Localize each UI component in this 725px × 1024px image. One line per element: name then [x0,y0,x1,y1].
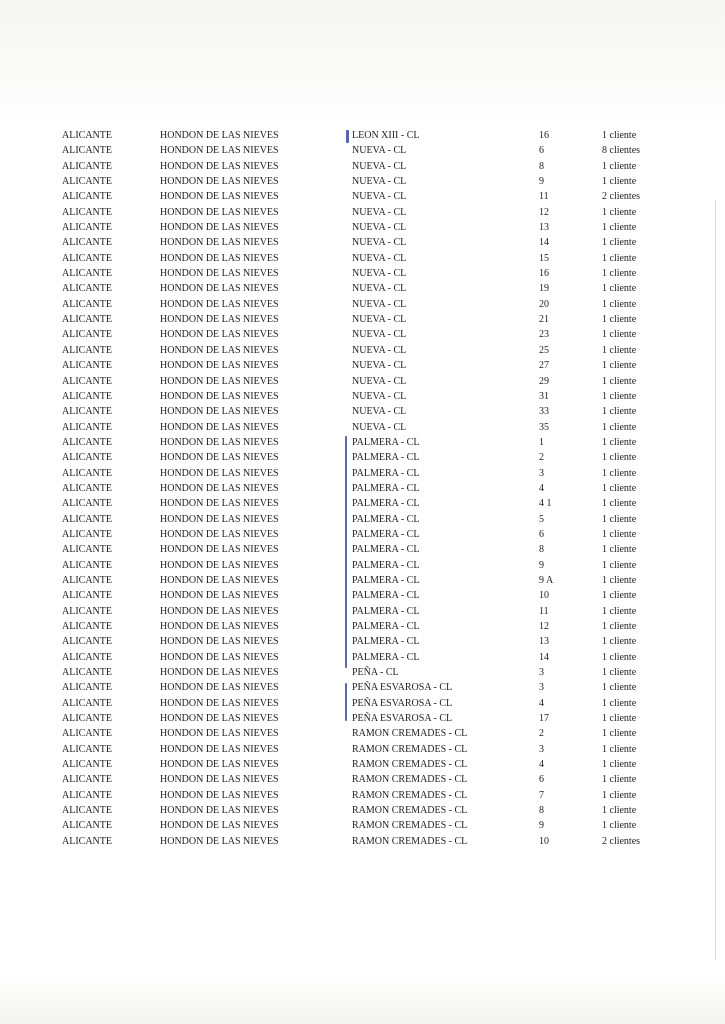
town-cell: HONDON DE LAS NIEVES [160,467,279,479]
town-cell: HONDON DE LAS NIEVES [160,314,279,326]
table-row [0,281,725,296]
table-row [0,174,725,189]
street-cell: NUEVA - CL [352,145,407,157]
number-cell: 4 [539,482,544,494]
pen-mark-top [346,130,349,143]
town-cell: HONDON DE LAS NIEVES [160,835,279,847]
number-cell: 9 A [539,574,554,586]
street-cell: NUEVA - CL [352,298,407,310]
town-cell: HONDON DE LAS NIEVES [160,252,279,264]
town-cell: HONDON DE LAS NIEVES [160,406,279,418]
street-cell: NUEVA - CL [352,329,407,341]
town-cell: HONDON DE LAS NIEVES [160,344,279,356]
clients-cell: 1 cliente [602,544,637,556]
table-row [0,404,725,419]
province-cell: ALICANTE [62,298,112,310]
table-row [0,481,725,496]
number-cell: 12 [539,206,549,218]
street-cell: RAMON CREMADES - CL [352,805,468,817]
clients-cell: 1 cliente [602,283,637,295]
province-cell: ALICANTE [62,390,112,402]
town-cell: HONDON DE LAS NIEVES [160,145,279,157]
table-row [0,251,725,266]
clients-cell: 1 cliente [602,314,637,326]
town-cell: HONDON DE LAS NIEVES [160,697,279,709]
street-cell: NUEVA - CL [352,206,407,218]
number-cell: 9 [539,820,544,832]
street-cell: PEÑA ESVAROSA - CL [352,697,453,709]
province-cell: ALICANTE [62,544,112,556]
clients-cell: 1 cliente [602,298,637,310]
table-row [0,788,725,803]
number-cell: 4 1 [539,498,552,510]
street-cell: NUEVA - CL [352,390,407,402]
number-cell: 7 [539,789,544,801]
province-cell: ALICANTE [62,667,112,679]
street-cell: NUEVA - CL [352,360,407,372]
town-cell: HONDON DE LAS NIEVES [160,513,279,525]
table-row [0,266,725,281]
town-cell: HONDON DE LAS NIEVES [160,759,279,771]
table-row [0,527,725,542]
province-cell: ALICANTE [62,145,112,157]
pen-mark-palmera [345,436,347,668]
town-cell: HONDON DE LAS NIEVES [160,559,279,571]
street-cell: PALMERA - CL [352,528,420,540]
street-cell: LEON XIII - CL [352,130,420,141]
street-cell: PALMERA - CL [352,590,420,602]
province-cell: ALICANTE [62,590,112,602]
street-cell: PALMERA - CL [352,621,420,632]
clients-cell: 1 cliente [602,728,637,740]
number-cell: 13 [539,222,549,234]
province-cell: ALICANTE [62,130,112,141]
province-cell: ALICANTE [62,160,112,172]
table-row [0,235,725,250]
street-cell: NUEVA - CL [352,283,407,295]
table-row [0,818,725,833]
number-cell: 8 [539,160,544,172]
number-cell: 35 [539,421,549,433]
street-cell: NUEVA - CL [352,344,407,356]
clients-cell: 1 cliente [602,774,637,786]
number-cell: 1 [539,436,544,448]
province-cell: ALICANTE [62,252,112,264]
clients-cell: 1 cliente [602,636,637,648]
clients-cell: 1 cliente [602,344,637,356]
number-cell: 11 [539,191,549,203]
province-cell: ALICANTE [62,283,112,295]
clients-cell: 2 clientes [602,191,641,203]
number-cell: 14 [539,651,549,663]
number-cell: 10 [539,835,549,847]
town-cell: HONDON DE LAS NIEVES [160,789,279,801]
town-cell: HONDON DE LAS NIEVES [160,329,279,341]
town-cell: HONDON DE LAS NIEVES [160,590,279,602]
number-cell: 4 [539,759,544,771]
table-row [0,343,725,358]
table-row [0,726,725,741]
clients-cell: 1 cliente [602,452,637,464]
street-cell: PALMERA - CL [352,559,420,571]
town-cell: HONDON DE LAS NIEVES [160,820,279,832]
province-cell: ALICANTE [62,574,112,586]
number-cell: 27 [539,360,549,372]
street-cell: NUEVA - CL [352,375,407,387]
province-cell: ALICANTE [62,728,112,740]
clients-cell: 1 cliente [602,820,637,832]
province-cell: ALICANTE [62,329,112,341]
clients-cell: 1 cliente [602,713,637,725]
table-row [0,327,725,342]
table-row [0,742,725,757]
clients-cell: 1 cliente [602,482,637,494]
number-cell: 13 [539,636,549,648]
town-cell: HONDON DE LAS NIEVES [160,774,279,786]
town-cell: HONDON DE LAS NIEVES [160,360,279,372]
clients-cell: 1 cliente [602,528,637,540]
street-cell: PALMERA - CL [352,513,420,525]
clients-cell: 1 cliente [602,375,637,387]
province-cell: ALICANTE [62,421,112,433]
number-cell: 21 [539,314,549,326]
province-cell: ALICANTE [62,467,112,479]
clients-cell: 1 cliente [602,667,637,679]
table-row [0,542,725,557]
number-cell: 16 [539,130,549,141]
town-cell: HONDON DE LAS NIEVES [160,191,279,203]
province-cell: ALICANTE [62,789,112,801]
province-cell: ALICANTE [62,743,112,755]
street-cell: RAMON CREMADES - CL [352,835,468,847]
street-cell: NUEVA - CL [352,421,407,433]
table-row [0,435,725,450]
town-cell: HONDON DE LAS NIEVES [160,206,279,218]
number-cell: 2 [539,728,544,740]
number-cell: 14 [539,237,549,249]
town-cell: HONDON DE LAS NIEVES [160,436,279,448]
address-table [0,128,725,849]
number-cell: 20 [539,298,549,310]
table-row [0,650,725,665]
clients-cell: 1 cliente [602,130,637,141]
clients-cell: 1 cliente [602,605,637,617]
table-row [0,159,725,174]
town-cell: HONDON DE LAS NIEVES [160,713,279,725]
province-cell: ALICANTE [62,206,112,218]
clients-cell: 1 cliente [602,206,637,218]
number-cell: 11 [539,605,549,617]
province-cell: ALICANTE [62,651,112,663]
clients-cell: 1 cliente [602,360,637,372]
table-row [0,696,725,711]
number-cell: 5 [539,513,544,525]
clients-cell: 1 cliente [602,222,637,234]
town-cell: HONDON DE LAS NIEVES [160,222,279,234]
clients-cell: 1 cliente [602,268,637,280]
street-cell: PALMERA - CL [352,452,420,464]
province-cell: ALICANTE [62,436,112,448]
clients-cell: 1 cliente [602,697,637,709]
number-cell: 29 [539,375,549,387]
street-cell: PALMERA - CL [352,574,420,586]
number-cell: 16 [539,268,549,280]
number-cell: 3 [539,743,544,755]
clients-cell: 1 cliente [602,590,637,602]
street-cell: PALMERA - CL [352,636,420,648]
town-cell: HONDON DE LAS NIEVES [160,605,279,617]
town-cell: HONDON DE LAS NIEVES [160,375,279,387]
town-cell: HONDON DE LAS NIEVES [160,160,279,172]
street-cell: PEÑA ESVAROSA - CL [352,682,453,694]
table-row [0,604,725,619]
table-row [0,143,725,158]
table-row [0,128,725,143]
clients-cell: 1 cliente [602,651,637,663]
town-cell: HONDON DE LAS NIEVES [160,498,279,510]
pen-mark-pena [345,683,347,721]
table-row [0,665,725,680]
clients-cell: 1 cliente [602,467,637,479]
clients-cell: 1 cliente [602,789,637,801]
street-cell: NUEVA - CL [352,191,407,203]
table-row [0,297,725,312]
number-cell: 3 [539,682,544,694]
clients-cell: 1 cliente [602,682,637,694]
table-row [0,205,725,220]
table-row [0,189,725,204]
scan-bottom-shadow [0,975,725,1024]
street-cell: PEÑA ESVAROSA - CL [352,713,453,725]
street-cell: PALMERA - CL [352,544,420,556]
table-row [0,558,725,573]
town-cell: HONDON DE LAS NIEVES [160,805,279,817]
province-cell: ALICANTE [62,774,112,786]
table-row [0,573,725,588]
street-cell: RAMON CREMADES - CL [352,774,468,786]
province-cell: ALICANTE [62,482,112,494]
street-cell: RAMON CREMADES - CL [352,743,468,755]
number-cell: 6 [539,145,544,157]
clients-cell: 1 cliente [602,559,637,571]
table-row [0,220,725,235]
clients-cell: 1 cliente [602,160,637,172]
table-row [0,420,725,435]
number-cell: 12 [539,621,549,632]
table-row [0,374,725,389]
clients-cell: 1 cliente [602,498,637,510]
number-cell: 19 [539,283,549,295]
province-cell: ALICANTE [62,636,112,648]
town-cell: HONDON DE LAS NIEVES [160,421,279,433]
number-cell: 17 [539,713,549,725]
table-row [0,496,725,511]
province-cell: ALICANTE [62,452,112,464]
street-cell: PALMERA - CL [352,605,420,617]
number-cell: 9 [539,559,544,571]
province-cell: ALICANTE [62,559,112,571]
province-cell: ALICANTE [62,621,112,632]
province-cell: ALICANTE [62,222,112,234]
town-cell: HONDON DE LAS NIEVES [160,452,279,464]
number-cell: 2 [539,452,544,464]
table-row [0,711,725,726]
table-row [0,312,725,327]
street-cell: PALMERA - CL [352,482,420,494]
number-cell: 6 [539,528,544,540]
number-cell: 6 [539,774,544,786]
street-cell: RAMON CREMADES - CL [352,728,468,740]
table-row [0,634,725,649]
clients-cell: 1 cliente [602,513,637,525]
number-cell: 31 [539,390,549,402]
number-cell: 33 [539,406,549,418]
province-cell: ALICANTE [62,344,112,356]
town-cell: HONDON DE LAS NIEVES [160,130,279,141]
number-cell: 10 [539,590,549,602]
province-cell: ALICANTE [62,605,112,617]
street-cell: NUEVA - CL [352,222,407,234]
town-cell: HONDON DE LAS NIEVES [160,298,279,310]
number-cell: 8 [539,544,544,556]
table-row [0,512,725,527]
clients-cell: 1 cliente [602,621,637,632]
street-cell: NUEVA - CL [352,160,407,172]
clients-cell: 1 cliente [602,252,637,264]
number-cell: 3 [539,667,544,679]
province-cell: ALICANTE [62,498,112,510]
table-row [0,834,725,849]
street-cell: NUEVA - CL [352,314,407,326]
table-row [0,389,725,404]
town-cell: HONDON DE LAS NIEVES [160,237,279,249]
clients-cell: 1 cliente [602,436,637,448]
table-row [0,772,725,787]
province-cell: ALICANTE [62,682,112,694]
province-cell: ALICANTE [62,237,112,249]
street-cell: RAMON CREMADES - CL [352,820,468,832]
town-cell: HONDON DE LAS NIEVES [160,283,279,295]
town-cell: HONDON DE LAS NIEVES [160,482,279,494]
number-cell: 9 [539,176,544,188]
province-cell: ALICANTE [62,697,112,709]
number-cell: 23 [539,329,549,341]
clients-cell: 1 cliente [602,574,637,586]
street-cell: NUEVA - CL [352,268,407,280]
number-cell: 15 [539,252,549,264]
town-cell: HONDON DE LAS NIEVES [160,636,279,648]
street-cell: NUEVA - CL [352,252,407,264]
street-cell: PALMERA - CL [352,436,420,448]
province-cell: ALICANTE [62,805,112,817]
table-row [0,619,725,634]
province-cell: ALICANTE [62,513,112,525]
street-cell: NUEVA - CL [352,237,407,249]
town-cell: HONDON DE LAS NIEVES [160,667,279,679]
street-cell: PALMERA - CL [352,498,420,510]
clients-cell: 1 cliente [602,421,637,433]
number-cell: 25 [539,344,549,356]
table-row [0,588,725,603]
province-cell: ALICANTE [62,713,112,725]
town-cell: HONDON DE LAS NIEVES [160,268,279,280]
clients-cell: 8 clientes [602,145,641,157]
town-cell: HONDON DE LAS NIEVES [160,544,279,556]
scan-top-shadow [0,0,725,120]
province-cell: ALICANTE [62,759,112,771]
table-row [0,450,725,465]
province-cell: ALICANTE [62,528,112,540]
clients-cell: 1 cliente [602,406,637,418]
street-cell: NUEVA - CL [352,406,407,418]
town-cell: HONDON DE LAS NIEVES [160,728,279,740]
province-cell: ALICANTE [62,191,112,203]
town-cell: HONDON DE LAS NIEVES [160,651,279,663]
province-cell: ALICANTE [62,268,112,280]
clients-cell: 1 cliente [602,237,637,249]
clients-cell: 1 cliente [602,329,637,341]
street-cell: PALMERA - CL [352,651,420,663]
street-cell: NUEVA - CL [352,176,407,188]
table-row [0,757,725,772]
number-cell: 4 [539,697,544,709]
town-cell: HONDON DE LAS NIEVES [160,528,279,540]
number-cell: 8 [539,805,544,817]
street-cell: RAMON CREMADES - CL [352,789,468,801]
province-cell: ALICANTE [62,406,112,418]
clients-cell: 1 cliente [602,805,637,817]
town-cell: HONDON DE LAS NIEVES [160,743,279,755]
town-cell: HONDON DE LAS NIEVES [160,390,279,402]
province-cell: ALICANTE [62,176,112,188]
clients-cell: 1 cliente [602,759,637,771]
province-cell: ALICANTE [62,820,112,832]
street-cell: RAMON CREMADES - CL [352,759,468,771]
number-cell: 3 [539,467,544,479]
clients-cell: 1 cliente [602,743,637,755]
town-cell: HONDON DE LAS NIEVES [160,176,279,188]
table-row [0,803,725,818]
province-cell: ALICANTE [62,835,112,847]
clients-cell: 2 clientes [602,835,641,847]
town-cell: HONDON DE LAS NIEVES [160,682,279,694]
table-row [0,358,725,373]
clients-cell: 1 cliente [602,390,637,402]
table-row [0,680,725,695]
table-row [0,466,725,481]
street-cell: PALMERA - CL [352,467,420,479]
province-cell: ALICANTE [62,360,112,372]
province-cell: ALICANTE [62,314,112,326]
street-cell: PEÑA - CL [352,667,399,679]
town-cell: HONDON DE LAS NIEVES [160,574,279,586]
clients-cell: 1 cliente [602,176,637,188]
province-cell: ALICANTE [62,375,112,387]
town-cell: HONDON DE LAS NIEVES [160,621,279,632]
